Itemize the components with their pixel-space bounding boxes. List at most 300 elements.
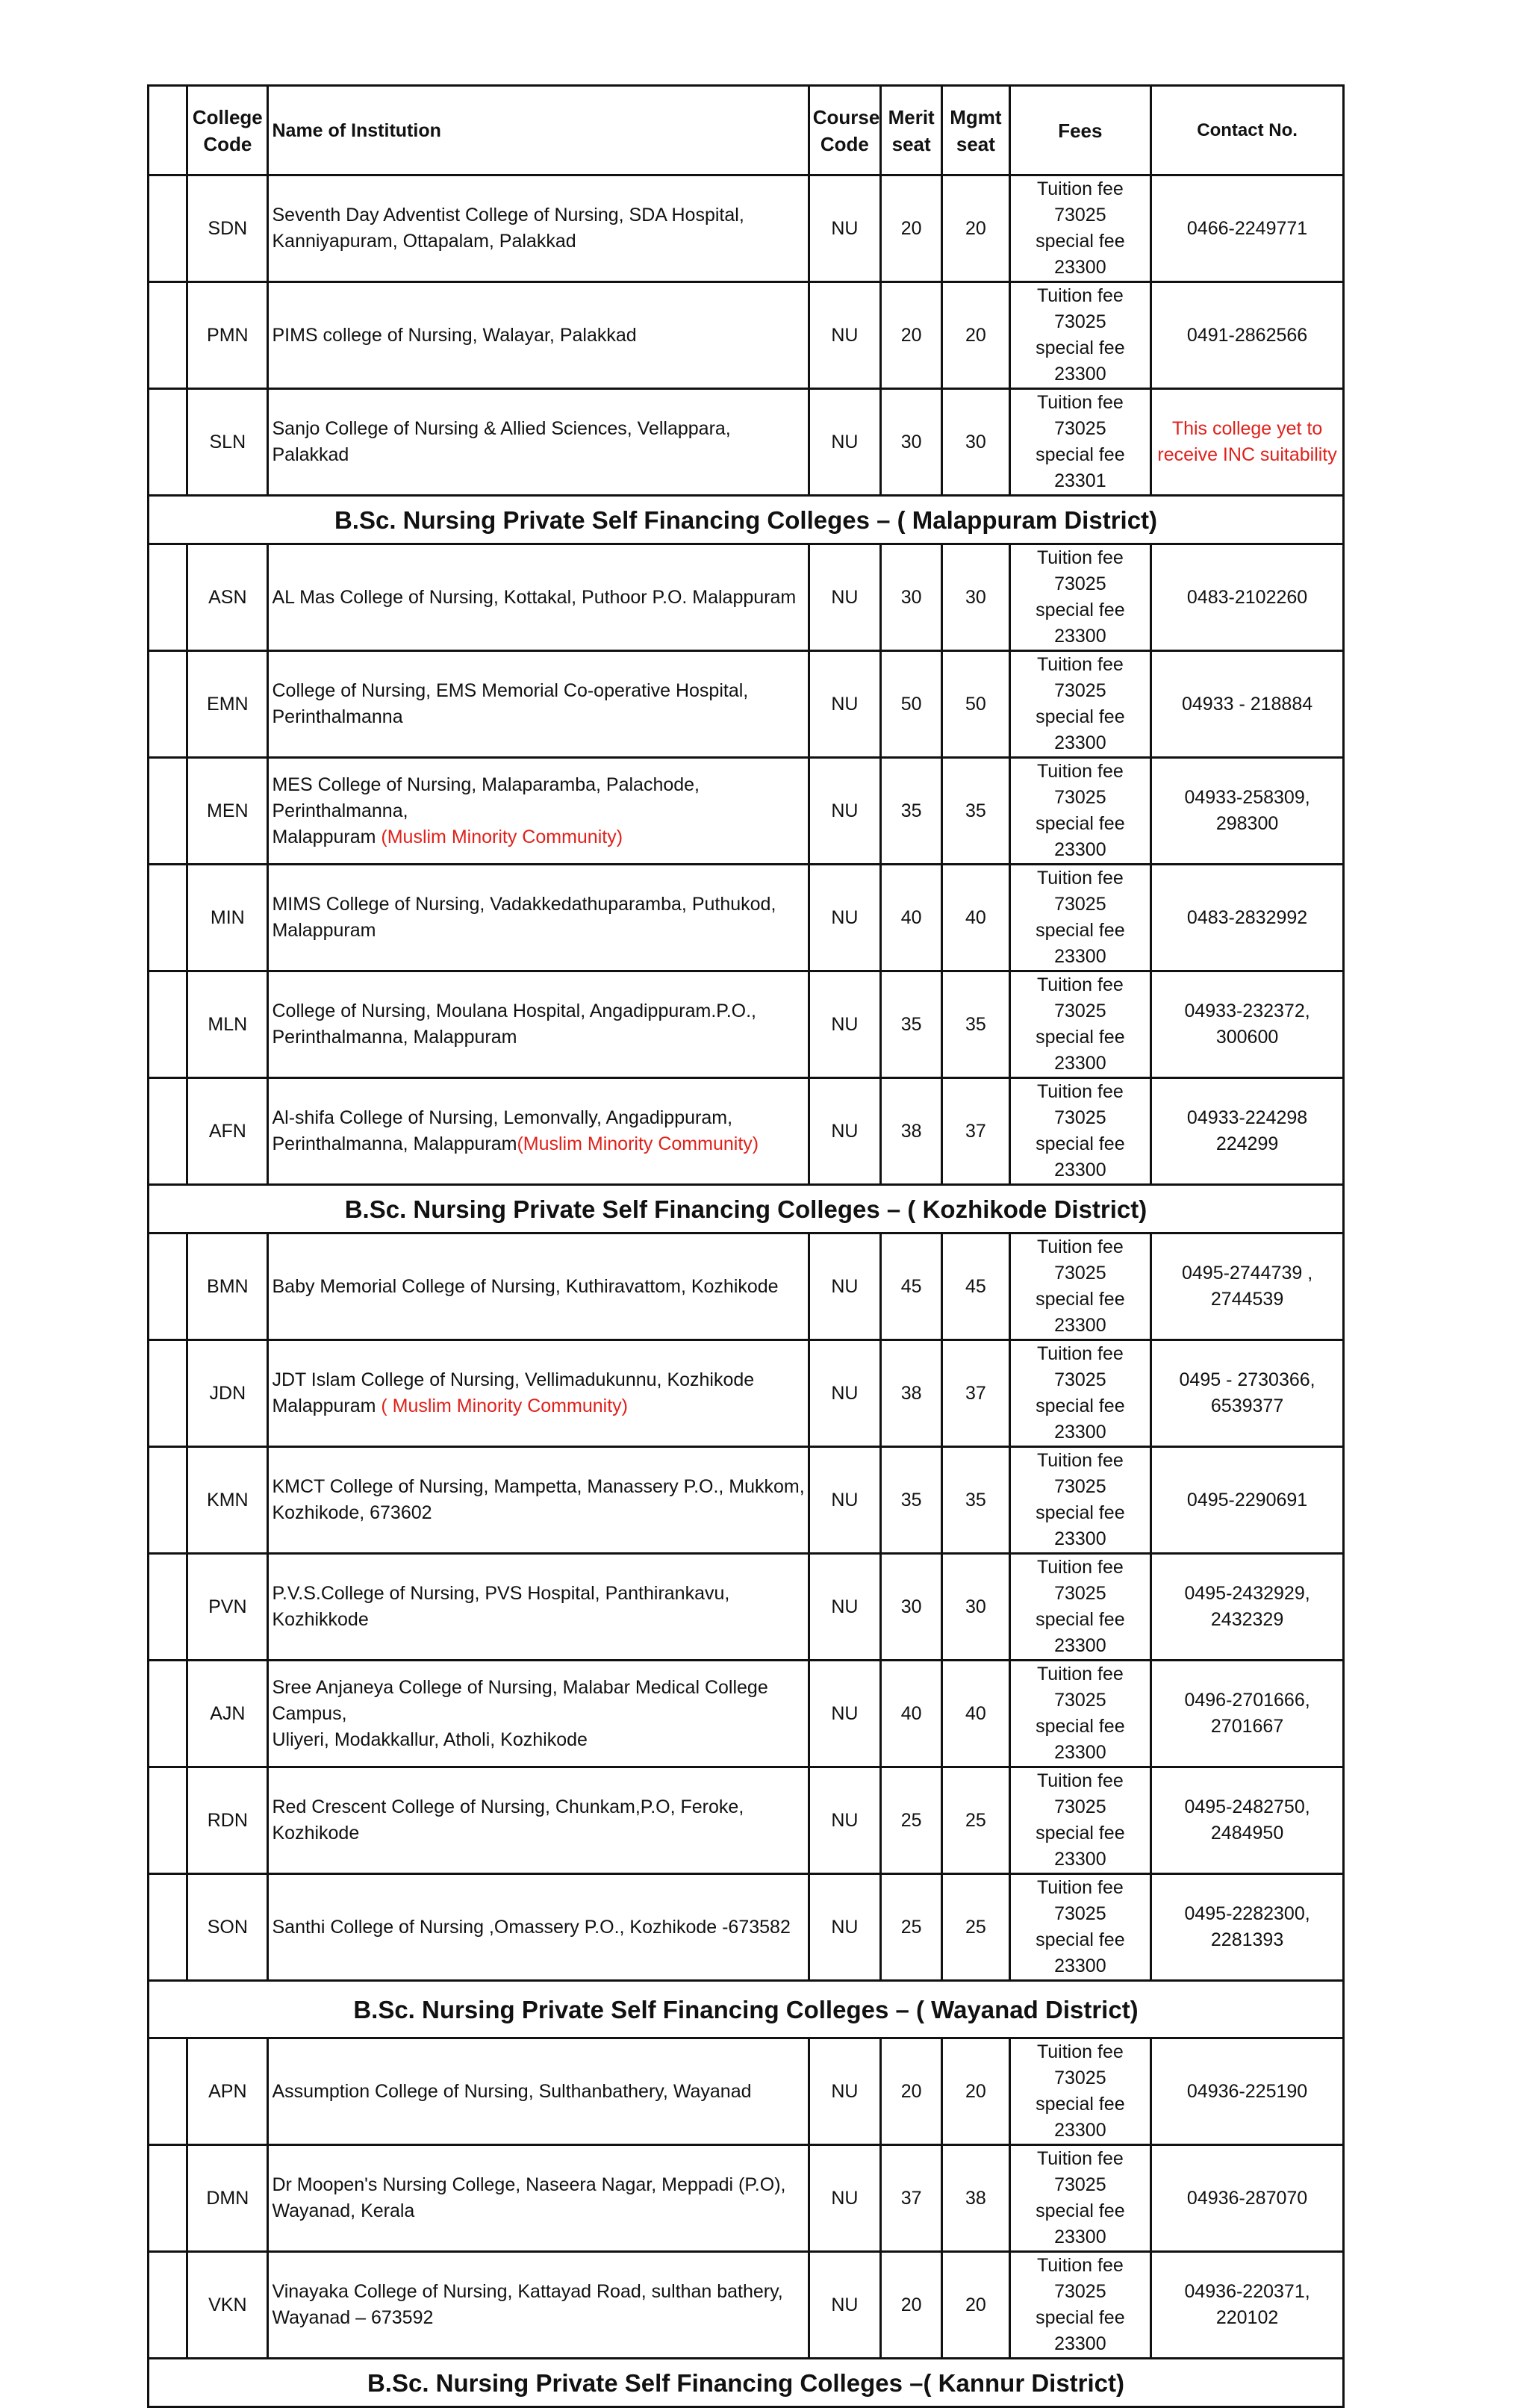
contact-cell — [1151, 651, 1344, 758]
institution-name-line2-text: Perinthalmanna, Malappuram — [272, 1133, 517, 1154]
contact-line1: 04933-232372, — [1184, 1001, 1310, 1021]
fees-cell — [1009, 1874, 1151, 1981]
tuition-fee: Tuition fee 73025 — [1036, 868, 1124, 915]
course-code-cell: NU — [809, 544, 880, 651]
institution-name-line2-text: Wayanad – 673592 — [272, 2307, 434, 2328]
merit-seat-cell: 35 — [881, 758, 942, 865]
contact-line1: 0495 - 2730366, — [1179, 1369, 1315, 1390]
tuition-fee: Tuition fee 73025 — [1036, 1557, 1124, 1604]
merit-seat-cell: 25 — [881, 1767, 942, 1874]
tuition-fee: Tuition fee 73025 — [1036, 2255, 1124, 2302]
minority-note: ( Muslim Minority Community) — [381, 1396, 628, 1416]
college-code-cell: VKN — [187, 2252, 268, 2359]
fees-cell — [1009, 2038, 1151, 2145]
institution-name-cell — [268, 282, 809, 389]
serial-cell — [149, 865, 187, 971]
contact-cell — [1151, 282, 1344, 389]
tuition-fee: Tuition fee 73025 — [1036, 761, 1124, 808]
institution-name-line2 — [272, 1024, 804, 1051]
fees-cell — [1009, 544, 1151, 651]
tuition-fee: Tuition fee 73025 — [1036, 392, 1124, 439]
fees-cell — [1009, 971, 1151, 1078]
institution-name-line2-text: Malappuram — [272, 1396, 382, 1416]
merit-seat-cell: 37 — [881, 2145, 942, 2252]
mgmt-seat-cell: 20 — [942, 2252, 1009, 2359]
merit-seat-cell: 40 — [881, 1661, 942, 1767]
contact-line1: 04933-258309, — [1184, 787, 1310, 808]
institution-name-cell — [268, 651, 809, 758]
contact-cell — [1151, 758, 1344, 865]
table-row — [149, 389, 1344, 496]
institution-name-cell — [268, 175, 809, 282]
merit-seat-cell: 20 — [881, 282, 942, 389]
institution-name-cell — [268, 1767, 809, 1874]
table-row — [149, 1554, 1344, 1661]
institution-name-cell — [268, 544, 809, 651]
fees-cell — [1009, 282, 1151, 389]
table-row — [149, 282, 1344, 389]
contact-line2: 2432329 — [1210, 1609, 1284, 1630]
institution-name-line1: JDT Islam College of Nursing, Vellimadukunnu, Kozhikode — [272, 1369, 755, 1390]
institution-name-cell — [268, 1447, 809, 1554]
course-code-cell: NU — [809, 2038, 880, 2145]
special-fee: special fee 23300 — [1036, 1609, 1125, 1656]
institution-name-line1: Seventh Day Adventist College of Nursing, SDA Hospital, — [272, 205, 744, 225]
serial-cell — [149, 1661, 187, 1767]
tuition-fee: Tuition fee 73025 — [1036, 1450, 1124, 1497]
table-row — [149, 2038, 1344, 2145]
institution-name-line2 — [272, 918, 804, 944]
contact-line1: 04933-224298 — [1186, 1107, 1308, 1128]
institution-name-line2 — [272, 2305, 804, 2331]
college-code-cell: KMN — [187, 1447, 268, 1554]
fees-cell — [1009, 865, 1151, 971]
merit-seat-cell: 35 — [881, 1447, 942, 1554]
table-row — [149, 2252, 1344, 2359]
contact-cell — [1151, 865, 1344, 971]
contact-cell — [1151, 1767, 1344, 1874]
mgmt-seat-cell: 35 — [942, 971, 1009, 1078]
institution-name-cell — [268, 2252, 809, 2359]
mgmt-seat-header: Mgmt seat — [942, 86, 1009, 175]
special-fee: special fee 23300 — [1036, 1929, 1125, 1976]
merit-seat-cell: 30 — [881, 1554, 942, 1661]
contact-line1: 0495-2744739 , — [1181, 1263, 1313, 1284]
merit-seat-cell: 38 — [881, 1340, 942, 1447]
fees-cell — [1009, 1078, 1151, 1185]
contact-line1: 0495-2282300, — [1184, 1903, 1310, 1924]
college-code-cell: JDN — [187, 1340, 268, 1447]
tuition-fee: Tuition fee 73025 — [1036, 654, 1124, 701]
table-row — [149, 1874, 1344, 1981]
course-code-cell: NU — [809, 1447, 880, 1554]
institution-name-cell — [268, 865, 809, 971]
course-code-cell: NU — [809, 758, 880, 865]
course-code-cell: NU — [809, 971, 880, 1078]
table-row — [149, 865, 1344, 971]
contact-line1: 0496-2701666, — [1184, 1690, 1310, 1711]
course-code-header: Course Code — [809, 86, 880, 175]
special-fee: special fee 23300 — [1036, 1027, 1125, 1074]
table-row — [149, 1447, 1344, 1554]
special-fee: special fee 23300 — [1036, 1716, 1125, 1763]
merit-seat-cell: 38 — [881, 1078, 942, 1185]
mgmt-seat-cell: 25 — [942, 1767, 1009, 1874]
merit-seat-cell: 45 — [881, 1233, 942, 1340]
contact-cell — [1151, 1233, 1344, 1340]
table-row — [149, 1340, 1344, 1447]
fees-cell — [1009, 1767, 1151, 1874]
contact-line1: 0495-2432929, — [1184, 1583, 1310, 1604]
merit-seat-cell: 40 — [881, 865, 942, 971]
special-fee: special fee 23300 — [1036, 2200, 1125, 2247]
merit-seat-cell: 20 — [881, 2038, 942, 2145]
merit-seat-cell: 50 — [881, 651, 942, 758]
institution-name-line1: P.V.S.College of Nursing, PVS Hospital, Panthirankavu, Kozhikkode — [272, 1583, 730, 1630]
special-fee: special fee 23300 — [1036, 1823, 1125, 1870]
table-row — [149, 175, 1344, 282]
district-heading: B.Sc. Nursing Private Self Financing Colleges – ( Malappuram District) — [149, 496, 1344, 544]
mgmt-seat-cell: 35 — [942, 1447, 1009, 1554]
fees-cell — [1009, 2252, 1151, 2359]
contact-line2: receive INC suitability — [1157, 444, 1337, 465]
contact-line2: 2281393 — [1210, 1929, 1284, 1950]
merit-seat-cell: 20 — [881, 2252, 942, 2359]
college-code-cell: SLN — [187, 389, 268, 496]
fees-cell — [1009, 175, 1151, 282]
fees-cell — [1009, 389, 1151, 496]
contact-cell — [1151, 1554, 1344, 1661]
institution-name-line2-text: Wayanad, Kerala — [272, 2200, 415, 2221]
course-code-cell: NU — [809, 2252, 880, 2359]
institution-name-line1: AL Mas College of Nursing, Kottakal, Puthoor P.O. Malappuram — [272, 586, 797, 608]
institution-name-line2-text: Perinthalmanna, Malappuram — [272, 1027, 517, 1048]
course-code-cell: NU — [809, 1554, 880, 1661]
serial-cell — [149, 971, 187, 1078]
college-code-cell: SDN — [187, 175, 268, 282]
institution-name-line1: KMCT College of Nursing, Mampetta, Manassery P.O., Mukkom, — [272, 1476, 805, 1497]
special-fee: special fee 23300 — [1036, 2094, 1125, 2141]
serial-cell — [149, 1078, 187, 1185]
contact-line2: 300600 — [1215, 1027, 1279, 1048]
institution-name-cell — [268, 758, 809, 865]
special-fee: special fee 23300 — [1036, 1502, 1125, 1549]
course-code-cell: NU — [809, 1661, 880, 1767]
institution-name-line1: College of Nursing, EMS Memorial Co-operative Hospital, — [272, 680, 749, 701]
special-fee: special fee 23300 — [1036, 813, 1125, 860]
institution-name-line1: College of Nursing, Moulana Hospital, Angadippuram.P.O., — [272, 1001, 757, 1021]
tuition-fee: Tuition fee 73025 — [1036, 1343, 1124, 1390]
college-code-header: College Code — [187, 86, 268, 175]
contact-line2: 2484950 — [1210, 1823, 1284, 1844]
institution-name-line2 — [272, 228, 804, 255]
contact-cell — [1151, 1661, 1344, 1767]
college-code-cell: RDN — [187, 1767, 268, 1874]
tuition-fee: Tuition fee 73025 — [1036, 2041, 1124, 2088]
colleges-table — [147, 84, 1345, 2408]
institution-name-cell — [268, 1874, 809, 1981]
serial-cell — [149, 1233, 187, 1340]
contact-line1: 0491-2862566 — [1186, 324, 1308, 346]
special-fee: special fee 23300 — [1036, 920, 1125, 967]
fees-cell — [1009, 1554, 1151, 1661]
contact-line1: 04936-287070 — [1186, 2187, 1308, 2209]
contact-line1: This college yet to — [1171, 418, 1323, 439]
institution-name-line2-text: Uliyeri, Modakkallur, Atholi, Kozhikode — [272, 1729, 588, 1750]
merit-seat-cell: 20 — [881, 175, 942, 282]
tuition-fee: Tuition fee 73025 — [1036, 2148, 1124, 2195]
serial-cell — [149, 544, 187, 651]
contact-line2: 224299 — [1215, 1133, 1279, 1154]
course-code-cell: NU — [809, 1340, 880, 1447]
merit-seat-cell: 25 — [881, 1874, 942, 1981]
course-code-cell: NU — [809, 389, 880, 496]
college-code-cell: PMN — [187, 282, 268, 389]
institution-name-line1: MIMS College of Nursing, Vadakkedathuparamba, Puthukod, — [272, 894, 776, 915]
contact-line1: 04936-225190 — [1186, 2080, 1308, 2102]
institution-name-line2 — [272, 1393, 804, 1419]
contact-line2: 298300 — [1215, 813, 1279, 834]
special-fee: special fee 23300 — [1036, 706, 1125, 753]
mgmt-seat-cell: 37 — [942, 1340, 1009, 1447]
serial-header — [149, 86, 187, 175]
mgmt-seat-cell: 38 — [942, 2145, 1009, 2252]
serial-cell — [149, 651, 187, 758]
table-row — [149, 971, 1344, 1078]
college-code-cell: AJN — [187, 1661, 268, 1767]
course-code-cell: NU — [809, 1078, 880, 1185]
institution-name-header: Name of Institution — [268, 86, 809, 175]
contact-cell — [1151, 2252, 1344, 2359]
course-code-cell: NU — [809, 651, 880, 758]
contact-cell — [1151, 175, 1344, 282]
institution-name-line1: Sree Anjaneya College of Nursing, Malabar Medical College Campus, — [272, 1676, 768, 1724]
mgmt-seat-cell: 30 — [942, 389, 1009, 496]
mgmt-seat-cell: 20 — [942, 2038, 1009, 2145]
fees-cell — [1009, 2145, 1151, 2252]
course-code-cell: NU — [809, 1767, 880, 1874]
fees-cell — [1009, 1447, 1151, 1554]
mgmt-seat-cell: 40 — [942, 1661, 1009, 1767]
serial-cell — [149, 758, 187, 865]
contact-cell — [1151, 544, 1344, 651]
institution-name-line2-text: Kanniyapuram, Ottapalam, Palakkad — [272, 231, 576, 252]
institution-name-line2 — [272, 1131, 804, 1157]
mgmt-seat-cell: 40 — [942, 865, 1009, 971]
college-code-cell: MLN — [187, 971, 268, 1078]
contact-line2: 2744539 — [1210, 1289, 1284, 1310]
contact-cell — [1151, 1447, 1344, 1554]
contact-line1: 04936-220371, — [1184, 2281, 1310, 2302]
header-row — [149, 86, 1344, 175]
institution-name-cell — [268, 1340, 809, 1447]
fees-header: Fees — [1009, 86, 1151, 175]
contact-cell — [1151, 1874, 1344, 1981]
minority-note: (Muslim Minority Community) — [381, 826, 623, 847]
college-code-cell: PVN — [187, 1554, 268, 1661]
tuition-fee: Tuition fee 73025 — [1036, 1770, 1124, 1817]
institution-name-line2 — [272, 824, 804, 850]
serial-cell — [149, 1447, 187, 1554]
merit-seat-cell: 30 — [881, 544, 942, 651]
institution-name-line1: Vinayaka College of Nursing, Kattayad Road, sulthan bathery, — [272, 2281, 783, 2302]
table-row — [149, 1078, 1344, 1185]
college-code-cell: ASN — [187, 544, 268, 651]
table-row — [149, 758, 1344, 865]
serial-cell — [149, 1874, 187, 1981]
institution-name-line2-text: Malappuram — [272, 920, 376, 941]
table-row — [149, 651, 1344, 758]
serial-cell — [149, 1340, 187, 1447]
contact-header: Contact No. — [1151, 86, 1344, 175]
tuition-fee: Tuition fee 73025 — [1036, 1236, 1124, 1284]
district-heading: B.Sc. Nursing Private Self Financing Colleges – ( Kozhikode District) — [149, 1185, 1344, 1233]
tuition-fee: Tuition fee 73025 — [1036, 547, 1124, 594]
fees-cell — [1009, 758, 1151, 865]
contact-cell — [1151, 971, 1344, 1078]
contact-line1: 0483-2832992 — [1186, 906, 1308, 928]
institution-name-line2-text: Perinthalmanna — [272, 706, 403, 727]
institution-name-line2 — [272, 2198, 804, 2224]
institution-name-line2-text: Malappuram — [272, 826, 382, 847]
college-code-cell: APN — [187, 2038, 268, 2145]
table-row — [149, 544, 1344, 651]
special-fee: special fee 23301 — [1036, 444, 1125, 491]
serial-cell — [149, 1767, 187, 1874]
special-fee: special fee 23300 — [1036, 231, 1125, 278]
contact-cell — [1151, 2145, 1344, 2252]
special-fee: special fee 23300 — [1036, 600, 1125, 647]
course-code-cell: NU — [809, 1233, 880, 1340]
institution-name-cell — [268, 1233, 809, 1340]
district-section-row — [149, 2359, 1344, 2407]
institution-name-line1: MES College of Nursing, Malaparamba, Palachode, Perinthalmanna, — [272, 774, 700, 821]
institution-name-cell — [268, 971, 809, 1078]
college-code-cell: SON — [187, 1874, 268, 1981]
contact-line1: 0495-2290691 — [1186, 1489, 1308, 1511]
institution-name-line1: Sanjo College of Nursing & Allied Sciences, Vellappara, Palakkad — [272, 418, 731, 465]
district-section-row — [149, 1981, 1344, 2038]
institution-name-line1: Baby Memorial College of Nursing, Kuthiravattom, Kozhikode — [272, 1275, 779, 1297]
tuition-fee: Tuition fee 73025 — [1036, 1664, 1124, 1711]
institution-name-cell — [268, 1078, 809, 1185]
institution-name-line1: Santhi College of Nursing ,Omassery P.O., Kozhikode -673582 — [272, 1916, 791, 1938]
district-section-row — [149, 1185, 1344, 1233]
merit-seat-cell: 35 — [881, 971, 942, 1078]
district-heading: B.Sc. Nursing Private Self Financing Colleges – ( Wayanad District) — [149, 1981, 1344, 2038]
college-code-cell: MEN — [187, 758, 268, 865]
special-fee: special fee 23300 — [1036, 2307, 1125, 2354]
district-section-row — [149, 496, 1344, 544]
special-fee: special fee 23300 — [1036, 1289, 1125, 1336]
contact-line2: 2701667 — [1210, 1716, 1284, 1737]
contact-cell — [1151, 1340, 1344, 1447]
college-code-cell: DMN — [187, 2145, 268, 2252]
serial-cell — [149, 2038, 187, 2145]
mgmt-seat-cell: 30 — [942, 1554, 1009, 1661]
serial-cell — [149, 282, 187, 389]
merit-seat-header: Merit seat — [881, 86, 942, 175]
institution-name-line1: PIMS college of Nursing, Walayar, Palakkad — [272, 324, 637, 346]
contact-line1: 04933 - 218884 — [1181, 693, 1313, 715]
institution-name-line2 — [272, 1727, 804, 1753]
mgmt-seat-cell: 25 — [942, 1874, 1009, 1981]
course-code-cell: NU — [809, 865, 880, 971]
fees-cell — [1009, 1661, 1151, 1767]
college-code-cell: BMN — [187, 1233, 268, 1340]
mgmt-seat-cell: 37 — [942, 1078, 1009, 1185]
serial-cell — [149, 1554, 187, 1661]
table-row — [149, 1233, 1344, 1340]
institution-name-line2 — [272, 1500, 804, 1526]
merit-seat-cell: 30 — [881, 389, 942, 496]
tuition-fee: Tuition fee 73025 — [1036, 1877, 1124, 1924]
contact-line2: 6539377 — [1210, 1396, 1284, 1416]
college-code-cell: AFN — [187, 1078, 268, 1185]
tuition-fee: Tuition fee 73025 — [1036, 178, 1124, 225]
institution-name-cell — [268, 1661, 809, 1767]
tuition-fee: Tuition fee 73025 — [1036, 285, 1124, 332]
course-code-cell: NU — [809, 2145, 880, 2252]
mgmt-seat-cell: 20 — [942, 282, 1009, 389]
mgmt-seat-cell: 35 — [942, 758, 1009, 865]
institution-name-line1: Dr Moopen's Nursing College, Naseera Nagar, Meppadi (P.O), — [272, 2174, 786, 2195]
contact-line1: 0483-2102260 — [1186, 586, 1308, 608]
college-code-cell: MIN — [187, 865, 268, 971]
minority-note: (Muslim Minority Community) — [517, 1133, 759, 1154]
course-code-cell: NU — [809, 175, 880, 282]
table-row — [149, 2145, 1344, 2252]
table-row — [149, 1661, 1344, 1767]
institution-name-line1: Al-shifa College of Nursing, Lemonvally, Angadippuram, — [272, 1107, 733, 1128]
serial-cell — [149, 389, 187, 496]
serial-cell — [149, 2252, 187, 2359]
contact-cell — [1151, 1078, 1344, 1185]
district-heading: B.Sc. Nursing Private Self Financing Colleges –( Kannur District) — [149, 2359, 1344, 2407]
institution-name-cell — [268, 389, 809, 496]
course-code-cell: NU — [809, 1874, 880, 1981]
institution-name-line2-text: Kozhikode, 673602 — [272, 1502, 432, 1523]
mgmt-seat-cell: 20 — [942, 175, 1009, 282]
fees-cell — [1009, 1340, 1151, 1447]
institution-name-cell — [268, 2038, 809, 2145]
fees-cell — [1009, 1233, 1151, 1340]
institution-name-line1: Red Crescent College of Nursing, Chunkam,P.O, Feroke, Kozhikode — [272, 1796, 744, 1844]
fees-cell — [1009, 651, 1151, 758]
special-fee: special fee 23300 — [1036, 337, 1125, 385]
course-code-cell: NU — [809, 282, 880, 389]
contact-cell — [1151, 389, 1344, 496]
mgmt-seat-cell: 50 — [942, 651, 1009, 758]
contact-line1: 0495-2482750, — [1184, 1796, 1310, 1817]
special-fee: special fee 23300 — [1036, 1396, 1125, 1443]
tuition-fee: Tuition fee 73025 — [1036, 1081, 1124, 1128]
serial-cell — [149, 2145, 187, 2252]
institution-name-line2 — [272, 704, 804, 730]
mgmt-seat-cell: 30 — [942, 544, 1009, 651]
contact-cell — [1151, 2038, 1344, 2145]
tuition-fee: Tuition fee 73025 — [1036, 974, 1124, 1021]
college-code-cell: EMN — [187, 651, 268, 758]
table-row — [149, 1767, 1344, 1874]
special-fee: special fee 23300 — [1036, 1133, 1125, 1180]
institution-name-line1: Assumption College of Nursing, Sulthanbathery, Wayanad — [272, 2080, 752, 2102]
institution-name-cell — [268, 1554, 809, 1661]
contact-line1: 0466-2249771 — [1186, 217, 1308, 239]
mgmt-seat-cell: 45 — [942, 1233, 1009, 1340]
contact-line2: 220102 — [1215, 2307, 1279, 2328]
institution-name-cell — [268, 2145, 809, 2252]
